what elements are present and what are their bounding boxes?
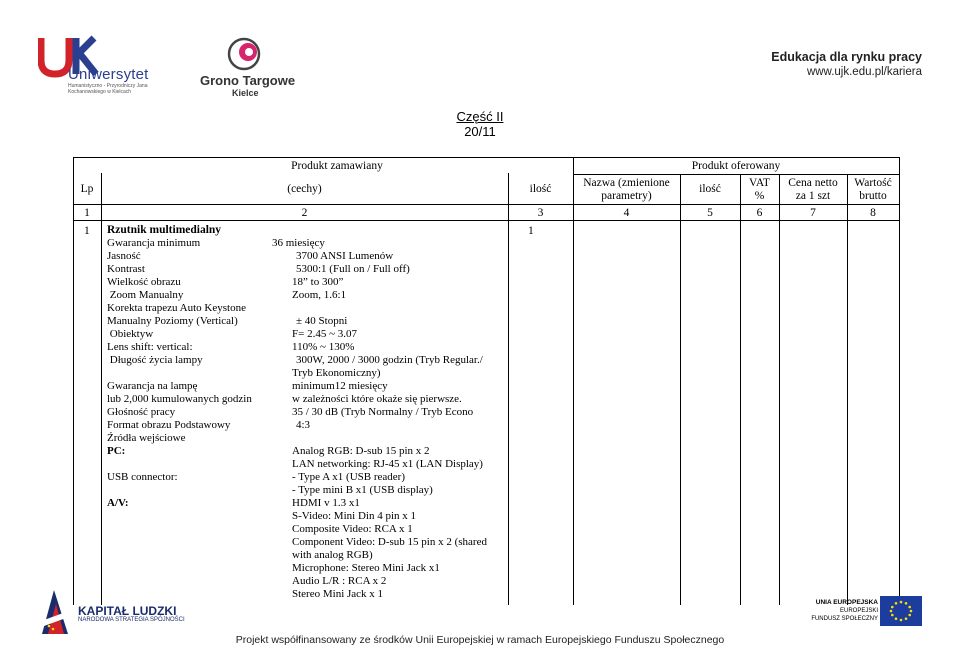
col-line-left: [73, 157, 74, 605]
part-title: Część II: [456, 109, 504, 124]
col-number: 3: [537, 207, 544, 219]
spec-value: Tryb Ekonomiczny): [292, 367, 381, 379]
spec-label: Gwarancja minimum: [107, 237, 201, 249]
col-number: 7: [810, 207, 816, 219]
grono-targowe-city: Kielce: [232, 88, 259, 98]
header-features: (cechy): [287, 183, 322, 195]
col-number: 6: [756, 207, 763, 219]
grono-targowe-logo-icon: [226, 36, 262, 72]
spec-value: 4:3: [296, 419, 311, 431]
spec-value: Stereo Mini Jack x 1: [292, 588, 384, 600]
spec-value: 5300:1 (Full on / Full off): [296, 263, 410, 275]
header-offered: Produkt oferowany: [691, 160, 781, 172]
col-number: 4: [623, 207, 630, 219]
header-price-line1: Cena netto: [788, 177, 838, 189]
edu-url: www.ujk.edu.pl/kariera: [806, 66, 922, 78]
spec-label: Wielkość obrazu: [107, 276, 181, 288]
spec-value: - Type mini B x1 (USB display): [292, 484, 433, 496]
col-number: 5: [707, 207, 713, 219]
spec-value: 35 / 30 dB (Tryb Normalny / Tryb Econo: [292, 406, 474, 418]
col-number: 2: [301, 207, 308, 219]
spec-label: Gwarancja na lampę: [107, 380, 198, 392]
table-header-divider: [73, 204, 900, 205]
spec-value: with analog RGB): [292, 549, 373, 561]
col-number: 8: [870, 207, 876, 219]
ujk-subtitle: Humanistyczno - Przyrodniczy Jana Kochanowskiego w Kielcach: [68, 83, 148, 95]
spec-value: Audio L/R : RCA x 2: [292, 575, 387, 587]
header-qty: ilość: [529, 183, 552, 195]
spec-value: w zależności które okaże się pierwsze.: [292, 393, 462, 405]
spec-label: lub 2,000 kumulowanych godzin: [107, 393, 252, 405]
spec-value: Component Video: D-sub 15 pin x 2 (shared: [292, 536, 487, 548]
spec-label: Źródła wejściowe: [107, 432, 186, 444]
col-line-qty2: [740, 175, 741, 605]
spec-value: HDMI v 1.3 x1: [292, 497, 360, 509]
edu-title: Edukacja dla rynku pracy: [771, 50, 922, 64]
footer-funding-text: Projekt współfinansowany ze środków Unii Europejskiej w ramach Europejskiego Funduszu Społecznego: [235, 634, 725, 646]
table-border-top: [73, 157, 900, 158]
table-number-divider: [73, 220, 900, 221]
spec-label: PC:: [107, 445, 126, 457]
spec-label: Manualny Poziomy (Vertical): [107, 315, 238, 327]
spec-value: - Type A x1 (USB reader): [292, 471, 405, 483]
spec-value: 18” to 300”: [292, 276, 344, 288]
item-qty: 1: [528, 225, 534, 237]
ujk-name: Uniwersytet: [68, 66, 149, 83]
header-name-line2: parametry): [601, 190, 652, 202]
header-value-line1: Wartość: [854, 177, 892, 189]
spec-value: ± 40 Stopni: [296, 315, 348, 327]
spec-label: A/V:: [107, 497, 129, 509]
col-line-lp: [101, 173, 102, 605]
header-vat-line2: %: [754, 190, 765, 202]
kapital-ludzki-subtitle: NARODOWA STRATEGIA SPÓJNOŚCI: [78, 617, 185, 623]
spec-value: S-Video: Mini Din 4 pin x 1: [292, 510, 417, 522]
offered-header-divider: [573, 174, 900, 175]
spec-value: Analog RGB: D-sub 15 pin x 2: [292, 445, 430, 457]
item-lp: 1: [84, 225, 90, 237]
spec-value: 300W, 2000 / 3000 godzin (Tryb Regular./: [296, 354, 483, 366]
eu-title: UNIA EUROPEJSKA: [815, 599, 878, 606]
spec-value: Zoom, 1.6:1: [292, 289, 347, 301]
spec-label: Jasność: [107, 250, 141, 262]
col-line-right: [899, 157, 900, 605]
header-name-line1: Nazwa (zmienione: [583, 177, 670, 189]
kapital-ludzki-logo-icon: [40, 590, 70, 634]
eu-subtitle-2: FUNDUSZ SPOŁECZNY: [811, 616, 878, 622]
spec-value: Composite Video: RCA x 1: [292, 523, 413, 535]
item-title: Rzutnik multimedialny: [107, 224, 222, 236]
header-qty2: ilość: [699, 183, 721, 195]
spec-value: minimum12 miesięcy: [292, 380, 388, 392]
grono-targowe-name: Grono Targowe: [200, 73, 296, 88]
kapital-ludzki-name: KAPITAŁ LUDZKI: [78, 604, 177, 618]
spec-value: 36 miesięcy: [272, 237, 325, 249]
col-line-features: [508, 173, 509, 605]
col-line-vat: [779, 175, 780, 605]
eu-subtitle-1: EUROPEJSKI: [839, 608, 878, 614]
col-line-price: [847, 175, 848, 605]
header-value-line2: brutto: [859, 190, 887, 202]
spec-value: 110% ~ 130%: [292, 341, 355, 353]
part-number: 20/11: [464, 124, 496, 139]
col-number: 1: [84, 207, 90, 219]
header-price-line2: za 1 szt: [795, 190, 831, 202]
col-line-name: [680, 175, 681, 605]
header-lp: Lp: [80, 183, 94, 195]
spec-label: Lens shift: vertical:: [107, 341, 193, 353]
col-line-qty: [573, 157, 574, 605]
spec-value: F= 2.45 ~ 3.07: [292, 328, 358, 340]
spec-label: Korekta trapezu Auto Keystone: [107, 302, 246, 314]
header-vat-line1: VAT: [749, 177, 770, 189]
spec-value: Microphone: Stereo Mini Jack x1: [292, 562, 440, 574]
spec-label: Długość życia lampy: [107, 354, 203, 366]
spec-value: 3700 ANSI Lumenów: [296, 250, 394, 262]
spec-label: Kontrast: [107, 263, 145, 275]
spec-label: Zoom Manualny: [107, 289, 184, 301]
spec-label: USB connector:: [107, 471, 178, 483]
eu-flag-icon: [880, 596, 922, 626]
header-ordered: Produkt zamawiany: [291, 160, 383, 172]
spec-label: Głośność pracy: [107, 406, 176, 418]
spec-label: Obiektyw: [107, 328, 154, 340]
spec-label: Format obrazu Podstawowy: [107, 419, 231, 431]
spec-value: LAN networking: RJ-45 x1 (LAN Display): [292, 458, 483, 470]
